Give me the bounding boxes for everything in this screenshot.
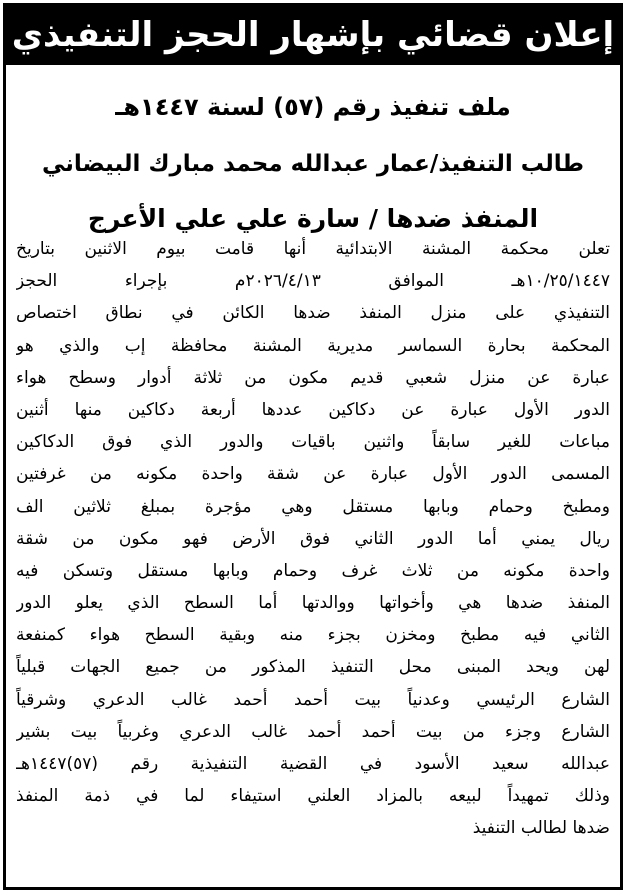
body-line: ومطبخ وحمام وبابها مستقل وهي مؤجرة بمبلغ ثلاثين الف [16,496,610,517]
body-line: وذلك تمهيداً لبيعه بالمزاد العلني استيفاء لما في ذمة المنفذ [16,786,610,807]
body-line: ريال يمني أما الدور الثاني فوق الأرض فهو مكون من شقة [16,528,610,549]
body-line: التنفيذي على منزل المنفذ ضدها الكائن في نطاق اختصاص [16,303,610,324]
file-number-heading: ملف تنفيذ رقم (٥٧) لسنة ١٤٤٧هـ [115,93,511,121]
body-line: الشارع الرئيسي وعدنياً بيت أحمد أحمد غالب الدعري وشرقياً [16,689,610,710]
applicant-heading: طالب التنفيذ/عمار عبدالله محمد مبارك البيضاني [41,151,585,177]
body-line: الثاني فيه مطبخ ومخزن بجزء منه وبقية السطح هواء كمنفعة [16,625,610,646]
notice-banner-title: إعلان قضائي بإشهار الحجز التنفيذي [6,6,620,65]
notice-frame [3,3,623,890]
body-line: الدور الأول عبارة عن دكاكين عددها أربعة دكاكين منها أثنين [16,399,610,420]
body-line: واحدة مكونه من ثلاث غرف وحمام وبابها مستقل وتسكن فيه [16,560,610,581]
body-line: مباعات للغير سابقاً واثنين باقيات والدور الذي فوق الدكاكين [16,432,610,453]
body-line: عبارة عن منزل شعبي قديم مكون من ثلاثة أدوار وسطح هواء [16,367,610,388]
body-line: ضدها لطالب التنفيذ [472,818,610,839]
defendant-heading: المنفذ ضدها / سارة علي علي الأعرج [87,204,539,233]
body-line: المسمى الدور الأول عبارة عن شقة واحدة مكونه من غرفتين [16,464,610,485]
body-line: تعلن محكمة المشنة الابتدائية أنها قامت بيوم الاثنين بتاريخ [16,239,610,259]
notice-body [16,233,610,845]
body-line: ١٠/٢٥/١٤٤٧هـ الموافق ٢٠٢٦/٤/١٣م بإجراء الحجز [16,271,610,292]
body-line: الشارع وجزء من بيت أحمد أحمد غالب الدعري وغربياً بيت بشير [16,721,610,742]
body-line: المحكمة بحارة السماسر مديرية المشنة محافظة إب والذي هو [16,335,610,356]
body-line: المنفذ ضدها هي وأخواتها ووالدتها أما السطح الذي يعلو الدور [16,593,610,614]
body-line: عبدالله سعيد الأسود في القضية التنفيذية رقم (٥٧)١٤٤٧هـ [16,754,610,774]
body-line: لهن ويحد المبنى محل التنفيذ المذكور من جميع الجهات قبلياً [16,657,610,678]
